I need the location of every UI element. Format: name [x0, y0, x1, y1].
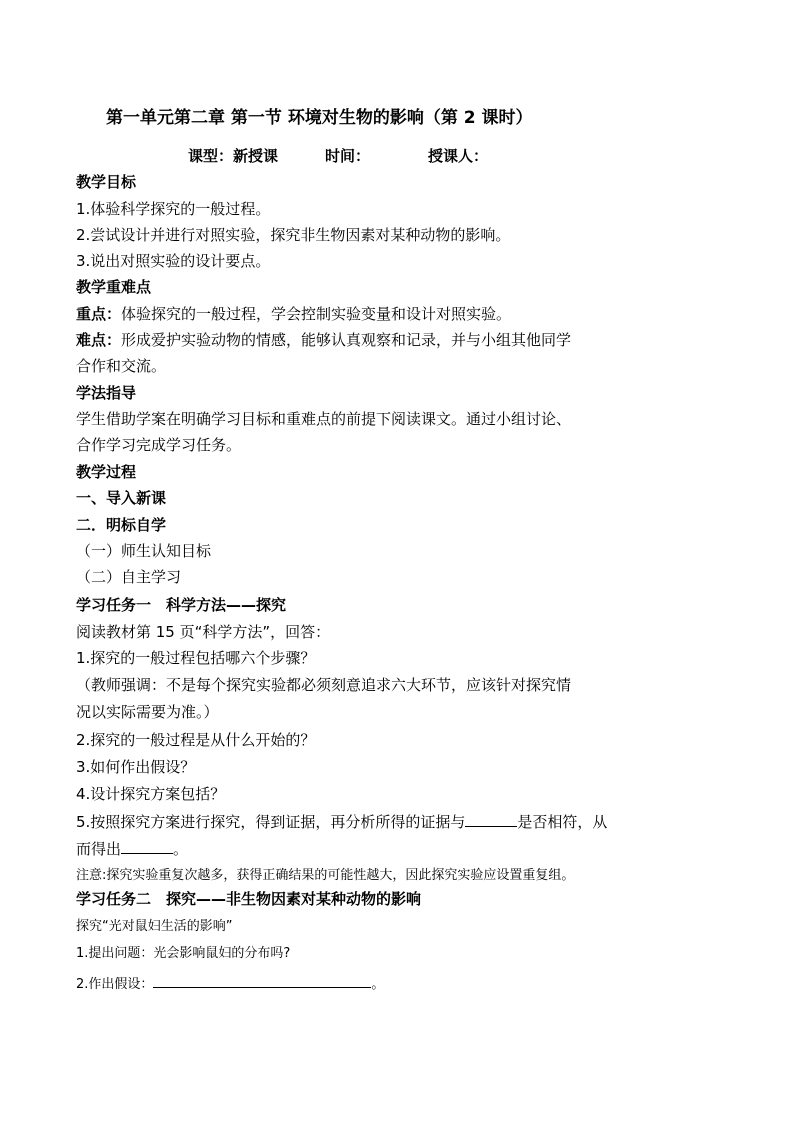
objective-item: 3.说出对照实验的设计要点。: [76, 252, 271, 270]
task1-heading: 学习任务一 科学方法——探究: [76, 596, 287, 614]
task2-question-2: [76, 972, 384, 995]
objective-item: 2.尝试设计并进行对照实验，探究非生物因素对某种动物的影响。: [76, 226, 511, 244]
key-text: 体验探究的一般过程，学会控制实验变量和设计对照实验。: [121, 305, 512, 323]
answer-blank[interactable]: [121, 838, 173, 854]
task1-question-5-cont: [76, 838, 188, 859]
q5-text: 是否相符，从: [517, 813, 608, 831]
page-title: 第一单元第二章 第一节 环境对生物的影响（第 2 课时）: [106, 108, 533, 128]
objectives-heading: 教学目标: [76, 173, 137, 191]
course-type: 课型：新授课: [188, 147, 279, 165]
task1-question: 2.探究的一般过程是从什么开始的？: [76, 731, 316, 749]
task1-question: 3.如何作出假设？: [76, 758, 196, 776]
task2-question: 1.提出问题：光会影响鼠妇的分布吗?: [76, 946, 291, 961]
process-substep: （一）师生认知目标: [76, 542, 212, 560]
difficult-point-line: [76, 330, 571, 350]
objective-item: 1.体验科学探究的一般过程。: [76, 200, 271, 218]
q2-end: 。: [371, 977, 385, 992]
time-label: 时间：: [325, 147, 371, 165]
difficult-label: 难点：: [76, 331, 122, 349]
task1-attention-note: 注意:探究实验重复次越多，获得正确结果的可能性越大，因此探究实验应设置重复组。: [76, 868, 575, 883]
q5-text: 而得出: [76, 840, 122, 858]
method-text: 学生借助学案在明确学习目标和重难点的前提下阅读课文。通过小组讨论、: [76, 410, 572, 428]
q2-label: 2.作出假设：: [76, 977, 154, 992]
task1-question: 1.探究的一般过程包括哪六个步骤？: [76, 649, 316, 667]
process-substep: （二）自主学习: [76, 568, 182, 586]
method-text-2: 合作学习完成学习任务。: [76, 436, 242, 454]
answer-blank[interactable]: [465, 811, 517, 827]
task2-heading: 学习任务二 探究——非生物因素对某种动物的影响: [76, 890, 422, 908]
teacher-label: 授课人：: [428, 147, 489, 165]
key-point-line: [76, 304, 511, 324]
task1-intro: 阅读教材第 15 页“科学方法”，回答：: [76, 623, 331, 641]
task1-note: （教师强调：不是每个探究实验都必须刻意追求六大环节，应该针对探究情: [76, 676, 572, 694]
method-heading: 学法指导: [76, 384, 137, 402]
key-points-heading: 教学重难点: [76, 278, 152, 296]
process-step: 一、导入新课: [76, 489, 167, 507]
q5-text: 。: [173, 840, 189, 858]
task2-intro: 探究“光对鼠妇生活的影响”: [76, 919, 233, 934]
difficult-point-line-2: 合作和交流。: [76, 357, 167, 375]
task1-note-2: 况以实际需要为准。）: [76, 703, 219, 721]
process-heading: 教学过程: [76, 463, 137, 481]
difficult-text: 形成爱护实验动物的情感，能够认真观察和记录，并与小组其他同学: [121, 331, 572, 349]
key-label: 重点：: [76, 305, 122, 323]
task1-question: 4.设计探究方案包括？: [76, 785, 226, 803]
q5-text: 5.按照探究方案进行探究，得到证据，再分析所得的证据与: [76, 813, 466, 831]
hypothesis-blank[interactable]: [153, 972, 371, 988]
task1-question-5: [76, 811, 607, 832]
process-step: 二．明标自学: [76, 516, 167, 534]
